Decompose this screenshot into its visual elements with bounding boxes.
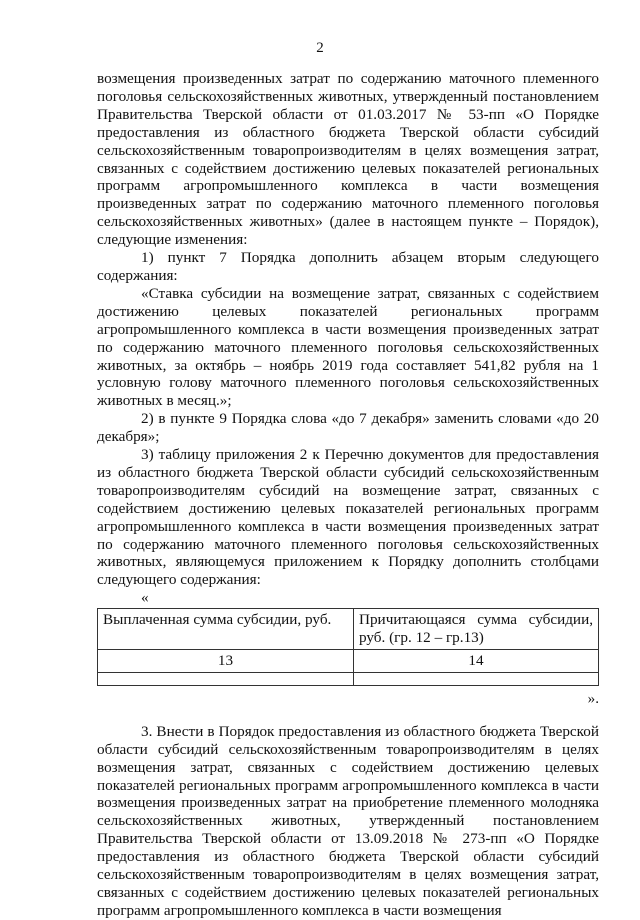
paragraph-item-3: 3) таблицу приложения 2 к Перечню документов для предоставления из областного бюджета Тверской области субсидий сельскохозяйственным товаропроизводителям субсидий на возмещение затрат, связанных с содействием достижению целевых показателей региональных программ агропромышленного комплекса в части возмещения произведенных затрат по содержанию маточного племенного поголовья сельскохозяйственных животных, являющемуся приложением к Порядку дополнить столбцами следующего содержания: (97, 446, 599, 589)
table-empty-cell (354, 672, 599, 685)
table-empty-cell (98, 672, 354, 685)
table-header-cell-due: Причитающаяся сумма субсидии, руб. (гр. 12 – гр.13) (354, 609, 599, 650)
page-number: 2 (316, 40, 324, 56)
inserted-columns-table (97, 608, 599, 686)
paragraph-item-2: 2) в пункте 9 Порядка слова «до 7 декабря» заменить словами «до 20 декабря»; (97, 410, 599, 446)
document-body (97, 70, 599, 920)
table-header-row (98, 609, 599, 650)
table-quote-close: ». (587, 689, 599, 707)
paragraph-section-3: 3. Внести в Порядок предоставления из областного бюджета Тверской области субсидий сельскохозяйственным товаропроизводителям в целях возмещения затрат, связанных с содействием достижению целевых показателей региональных программ агропромышленного комплекса в части возмещения произведенных затрат на приобретение племенного молодняка сельскохозяйственных животных, утвержденный постановлением Правительства Тверской области от 13.09.2018 № 273-пп «О Порядке предоставления из областного бюджета Тверской области субсидий сельскохозяйственным товаропроизводителям в целях возмещения затрат, связанных с содействием достижению целевых показателей региональных программ агропромышленного комплекса в части возмещения (97, 722, 599, 919)
table-number-cell-14: 14 (354, 650, 599, 673)
table-number-cell-13: 13 (98, 650, 354, 673)
table-quote-open: « (141, 589, 149, 607)
paragraph-item-1: 1) пункт 7 Порядка дополнить абзацем вторым следующего содержания: (97, 249, 599, 284)
paragraph-quote-rate: «Ставка субсидии на возмещение затрат, связанных с содействием достижению целевых показателей региональных программ агропромышленного комплекса в части возмещения произведенных затрат по содержанию маточного племенного поголовья сельскохозяйственных животных, за октябрь – ноябрь 2019 года составляет 541,82 рубля на 1 условную голову маточного племенного поголовья сельскохозяйственных животных в месяц.»; (97, 284, 599, 410)
table-number-row (98, 650, 599, 673)
paragraph-intro: возмещения произведенных затрат по содержанию маточного племенного поголовья сельскохозяйственных животных, утвержденный постановлением Правительства Тверской области от 01.03.2017 № 53-пп «О Порядке предоставления из областного бюджета Тверской области субсидий сельскохозяйственным товаропроизводителям в целях возмещения затрат, связанных с содействием достижению целевых показателей региональных программ агропромышленного комплекса в части возмещения произведенных затрат по содержанию маточного племенного поголовья сельскохозяйственных животных» (далее в настоящем пункте – Порядок), следующие изменения: (97, 70, 599, 249)
table-header-cell-paid: Выплаченная сумма субсидии, руб. (98, 609, 354, 650)
paragraph-gap (97, 708, 599, 723)
table-empty-row (98, 672, 599, 685)
